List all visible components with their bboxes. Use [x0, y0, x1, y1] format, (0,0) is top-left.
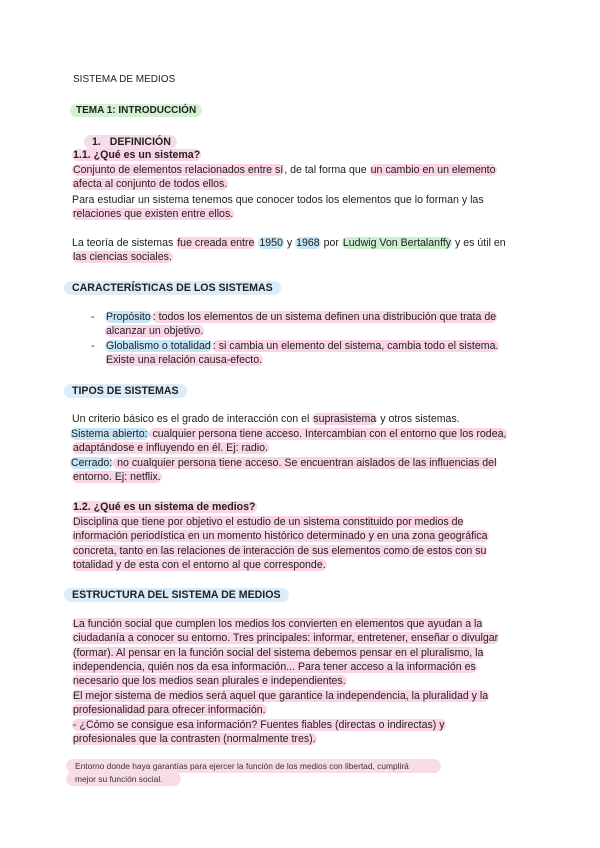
highlight-effect: afecta al conjunto de todos ellos.: [73, 178, 228, 190]
list-item-cont: [105, 354, 263, 367]
paragraph-line: [72, 632, 499, 645]
highlight-abierto: cualquier persona tiene acceso. Intercambian con el entorno que los rodea,: [149, 428, 507, 440]
highlight-change: un cambio en un elemento: [370, 164, 496, 176]
highlight-social-sciences: las ciencias sociales.: [73, 251, 172, 263]
definicion-heading: [84, 136, 177, 149]
list-item: [105, 340, 499, 353]
question-sistema-text: 1.1. ¿Qué es un sistema?: [73, 149, 201, 161]
highlight-funcion-social: (formar). Al pensar en la función social del sistema debemos pensar en el pluralismo, la: [73, 647, 484, 659]
definicion-label: DEFINICIÓN: [109, 136, 171, 148]
list-item-cont: [105, 325, 204, 338]
highlight-globalismo: : si cambia un elemento del sistema, cambia todo el sistema.: [212, 340, 499, 352]
tipos-heading: [64, 385, 187, 398]
term-cerrado: Cerrado:: [71, 457, 113, 469]
paragraph-line: [72, 178, 228, 191]
highlight-disciplina: información periodística en un momento histórico determinado y en una zona geográfica: [73, 530, 488, 542]
paragraph-line: [70, 457, 497, 470]
tema-heading: [70, 104, 202, 117]
bullet-dash: -: [91, 311, 95, 323]
highlight-created: fue creada entre: [177, 237, 255, 249]
question-medios-text: 1.2. ¿Qué es un sistema de medios?: [73, 501, 256, 513]
paragraph-line: [72, 661, 477, 674]
paragraph-line: [72, 618, 483, 631]
text-fragment: Un criterio básico es el grado de interacción con el: [72, 413, 313, 425]
paragraph-line: [72, 690, 489, 703]
text-fragment: La teoría de sistemas: [72, 237, 177, 249]
list-item: [105, 311, 497, 324]
document-title: SISTEMA DE MEDIOS: [73, 74, 176, 85]
highlight-funcion-social: La función social que cumplen los medios los convierten en elementos que ayudan a la: [73, 618, 483, 630]
highlight-author: Ludwig Von Bertalanffy: [342, 237, 452, 249]
paragraph-line: [72, 733, 317, 746]
text-fragment: , de tal forma que: [284, 164, 370, 176]
highlight-globalismo-cont: Existe una relación causa-efecto.: [106, 354, 263, 366]
paragraph-line: [72, 719, 446, 732]
highlight-funcion-social: necesario que los medios sean plurales e independientes.: [73, 675, 346, 687]
paragraph-line: [72, 471, 162, 484]
caracteristicas-heading-text: CARACTERÍSTICAS DE LOS SISTEMAS: [64, 281, 281, 295]
caracteristicas-heading: [64, 282, 281, 295]
highlight-funcion-social: ciudadanía a conocer su entorno. Tres principales: informar, entretener, enseñar o divulgar: [73, 632, 499, 644]
highlight-mejor-sistema: El mejor sistema de medios será aquel que garantice la independencia, la pluralidad y la: [73, 690, 489, 702]
highlight-fuentes: profesionales que la contrasten (normalmente tres).: [73, 733, 316, 745]
paragraph-line: [72, 530, 489, 543]
paragraph-line: [72, 647, 484, 660]
term-sistema-abierto: Sistema abierto:: [71, 428, 148, 440]
highlight-cerrado-cont: entorno. Ej: netflix.: [73, 471, 161, 483]
definicion-number: 1.: [92, 136, 101, 148]
question-sistema: [72, 149, 201, 162]
text-fragment: Para estudiar un sistema tenemos que conocer todos los elementos que lo forman y las: [72, 194, 484, 206]
highlight-year-1968: 1968: [296, 237, 320, 249]
note-line: Entorno donde haya garantías para ejercer la función de los medios con libertad, cumplirá: [75, 761, 409, 771]
question-medios: [72, 501, 257, 514]
highlight-proposito: : todos los elementos de un sistema definen una distribución que trata de: [152, 311, 497, 323]
highlight-abierto-cont: adaptándose e influyendo en él. Ej: radio.: [73, 442, 268, 454]
text-fragment: y es útil en: [452, 237, 506, 249]
highlight-disciplina: totalidad y de esta con el entorno al que corresponde.: [73, 559, 326, 571]
highlight-definition: Conjunto de elementos relacionados entre sí: [73, 164, 284, 176]
tema-heading-text: TEMA 1: INTRODUCCIÓN: [70, 104, 202, 117]
paragraph-line: [72, 413, 460, 426]
highlight-disciplina: Disciplina que tiene por objetivo el estudio de un sistema constituido por medios de: [73, 516, 464, 528]
paragraph-line: [70, 428, 507, 441]
paragraph-line: [72, 442, 269, 455]
paragraph-line: [72, 559, 327, 572]
paragraph-line: [72, 194, 484, 207]
term-proposito: Propósito: [106, 311, 151, 323]
paragraph-line: [72, 545, 487, 558]
estructura-heading-text: ESTRUCTURA DEL SISTEMA DE MEDIOS: [64, 588, 289, 602]
paragraph-line: [72, 237, 506, 250]
text-fragment: y: [283, 237, 296, 249]
highlight-suprasistema: suprasistema: [313, 413, 377, 425]
highlight-disciplina: concreta, tanto en las relaciones de interacción de sus elementos como de estos con su: [73, 545, 487, 557]
paragraph-line: [72, 208, 234, 221]
estructura-heading: [64, 589, 289, 602]
note-line: mejor su función social.: [75, 774, 163, 784]
bullet-dash: -: [91, 340, 95, 352]
highlight-cerrado: no cualquier persona tiene acceso. Se encuentran aislados de las influencias del: [114, 457, 497, 469]
tipos-heading-text: TIPOS DE SISTEMAS: [64, 384, 187, 398]
highlight-funcion-social: independencia, quién nos da esa información... Para tener acceso a la información es: [73, 661, 476, 673]
text-fragment: y otros sistemas.: [377, 413, 460, 425]
highlight-year-1950: 1950: [259, 237, 283, 249]
paragraph-line: [72, 251, 173, 264]
highlight-proposito-cont: alcanzar un objetivo.: [106, 325, 204, 337]
paragraph-line: [72, 164, 497, 177]
highlight-fuentes: - ¿Cómo se consigue esa información? Fuentes fiables (directas o indirectas) y: [73, 719, 445, 731]
paragraph-line: [72, 704, 267, 717]
text-fragment: por: [320, 237, 342, 249]
highlight-relations: relaciones que existen entre ellos.: [73, 208, 234, 220]
highlight-mejor-sistema: profesionalidad para ofrecer información.: [73, 704, 266, 716]
term-globalismo: Globalismo o totalidad: [106, 340, 211, 352]
paragraph-line: [72, 516, 464, 529]
paragraph-line: [72, 675, 347, 688]
